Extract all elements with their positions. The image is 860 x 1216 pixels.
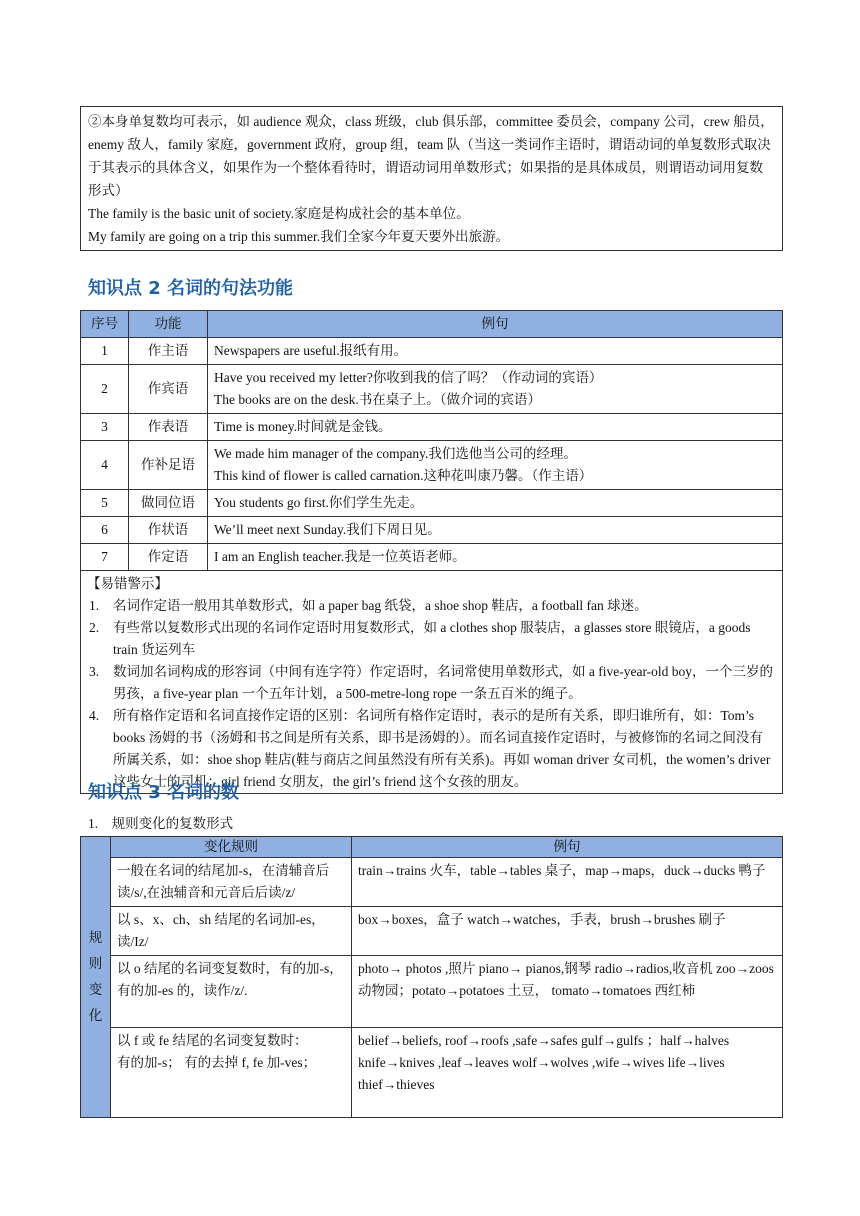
example-cell: photo→ photos ,照片 piano→ pianos,钢琴 radio→radios,收音机 zoo→zoos 动物园；potato→potatoes 土豆， tomato→tomatoes 西红柿 <box>352 956 783 1028</box>
table-row <box>81 907 783 956</box>
side-label <box>81 837 111 1118</box>
row-number: 7 <box>81 544 129 571</box>
list-item <box>87 661 776 705</box>
row-number: 3 <box>81 414 129 441</box>
example-line: This kind of flower is called carnation.这种花叫康乃馨。（作主语） <box>214 468 593 483</box>
warning-row <box>81 571 783 794</box>
row-number: 4 <box>81 441 129 490</box>
section-2-heading: 知识点 2 名词的句法功能 <box>88 278 294 299</box>
rule-line: 以 f 或 fe 结尾的名词变复数时： <box>117 1033 308 1048</box>
table-row <box>81 544 783 571</box>
table-row <box>81 365 783 414</box>
warning-title: 【易错警示】 <box>87 576 168 591</box>
collective-noun-note-box <box>80 106 783 251</box>
example-cell: I am an English teacher.我是一位英语老师。 <box>208 544 783 571</box>
header-cell: 序号 <box>81 311 129 338</box>
list-number: 1. <box>89 598 100 613</box>
side-char: 变 <box>88 982 103 997</box>
table-row <box>81 338 783 365</box>
warning-list <box>87 595 776 793</box>
side-char: 化 <box>88 1008 103 1023</box>
list-number: 4. <box>89 708 100 723</box>
example-cell: box→boxes，盒子 watch→watches，手表，brush→brushes 刷子 <box>352 907 783 956</box>
section-3-heading: 知识点 3 名词的数 <box>88 782 240 803</box>
example-cell <box>208 441 783 490</box>
table-row <box>81 414 783 441</box>
row-number: 6 <box>81 517 129 544</box>
example-cell: train→trains 火车，table→tables 桌子，map→maps，duck→ducks 鸭子 <box>352 858 783 907</box>
table-row <box>81 1028 783 1118</box>
list-text: 有些常以复数形式出现的名词作定语时用复数形式，如 a clothes shop 服装店，a glasses store 眼镜店，a goods train 货运列车 <box>113 620 751 657</box>
rule-cell: 以 s、x、ch、sh 结尾的名词加-es，读/Iz/ <box>111 907 352 956</box>
example-cell: Newspapers are useful.报纸有用。 <box>208 338 783 365</box>
table-row <box>81 956 783 1028</box>
example-sentence: The family is the basic unit of society.家庭是构成社会的基本单位。 <box>88 206 470 221</box>
subsection-title <box>88 814 233 834</box>
row-number: 5 <box>81 490 129 517</box>
header-cell: 例句 <box>208 311 783 338</box>
example-sentence: My family are going on a trip this summer.我们全家今年夏天要外出旅游。 <box>88 229 510 244</box>
example-cell: We’ll meet next Sunday.我们下周日见。 <box>208 517 783 544</box>
function-cell: 作表语 <box>129 414 208 441</box>
table-row <box>81 441 783 490</box>
plural-rules-table <box>80 836 783 1118</box>
table-header-row <box>81 837 783 858</box>
rule-cell <box>111 1028 352 1118</box>
example-cell: belief→beliefs, roof→roofs ,safe→safes gulf→gulfs ；half→halves knife→knives ,leaf→leaves wolf→wolves ,wife→wives life→lives thief→thieves <box>352 1028 783 1118</box>
header-cell: 例句 <box>352 837 783 858</box>
subsection-text: 规则变化的复数形式 <box>111 816 234 831</box>
function-cell: 作定语 <box>129 544 208 571</box>
rule-line: 有的加-s； 有的去掉 f, fe 加-ves； <box>117 1055 317 1070</box>
table-header-row <box>81 311 783 338</box>
note-text: ②本身单复数均可表示，如 audience 观众，class 班级，club 俱乐部，committee 委员会，company 公司，crew 船员，enemy 敌人，family 家庭，government 政府，group 组，team 队（当这一类词作主语时，谓语动词的单复数形式取决于其表示的具体含义，如果作为一个整体看待时，谓语动词用单数形式；如果指的是具体成员，则谓语动词用复数形式） <box>88 114 774 198</box>
list-number: 2. <box>89 620 100 635</box>
example-cell: You students go first.你们学生先走。 <box>208 490 783 517</box>
syntax-function-table <box>80 310 783 794</box>
example-line: We made him manager of the company.我们选他当公司的经理。 <box>214 446 577 461</box>
subsection-number: 1. <box>88 816 99 831</box>
function-cell: 作补足语 <box>129 441 208 490</box>
function-cell: 作宾语 <box>129 365 208 414</box>
function-cell: 做同位语 <box>129 490 208 517</box>
function-cell: 作状语 <box>129 517 208 544</box>
table-row <box>81 517 783 544</box>
side-char: 则 <box>88 956 103 971</box>
common-mistakes-box <box>81 571 783 794</box>
list-text: 所有格作定语和名词直接作定语的区别：名词所有格作定语时，表示的是所有关系，即归谁所有，如：Tom’s books 汤姆的书（汤姆和书之间是所有关系，即书是汤姆的）。而名词直接作定语时，与被修饰的名词之间没有所属关系，如：shoe shop 鞋店(鞋与商店之间虽然没有所有关系)。再如 woman driver 女司机，the women’s driver 这些女士的司机；girl friend 女朋友，the girl’s friend 这个女孩的朋友。 <box>113 708 771 789</box>
example-cell: Time is money.时间就是金钱。 <box>208 414 783 441</box>
example-cell <box>208 365 783 414</box>
row-number: 1 <box>81 338 129 365</box>
rule-cell: 以 o 结尾的名词变复数时，有的加-s， 有的加-es 的，读作/z/. <box>111 956 352 1028</box>
header-cell: 功能 <box>129 311 208 338</box>
list-text: 名词作定语一般用其单数形式，如 a paper bag 纸袋，a shoe shop 鞋店，a football fan 球迷。 <box>113 598 648 613</box>
list-item <box>87 617 776 661</box>
function-cell: 作主语 <box>129 338 208 365</box>
list-number: 3. <box>89 664 100 679</box>
rule-cell: 一般在名词的结尾加-s，在清辅音后读/s/,在浊辅音和元音后后读/z/ <box>111 858 352 907</box>
header-cell: 变化规则 <box>111 837 352 858</box>
table-row <box>81 490 783 517</box>
side-char: 规 <box>88 930 103 945</box>
list-text: 数词加名词构成的形容词（中间有连字符）作定语时，名词常使用单数形式，如 a five-year-old boy，一个三岁的男孩，a five-year plan 一个五年计划，a 500-metre-long rope 一条五百米的绳子。 <box>113 664 774 701</box>
example-line: Have you received my letter?你收到我的信了吗？（作动词的宾语） <box>214 370 603 385</box>
list-item <box>87 595 776 617</box>
example-line: The books are on the desk.书在桌子上。（做介词的宾语） <box>214 392 541 407</box>
table-row <box>81 858 783 907</box>
row-number: 2 <box>81 365 129 414</box>
